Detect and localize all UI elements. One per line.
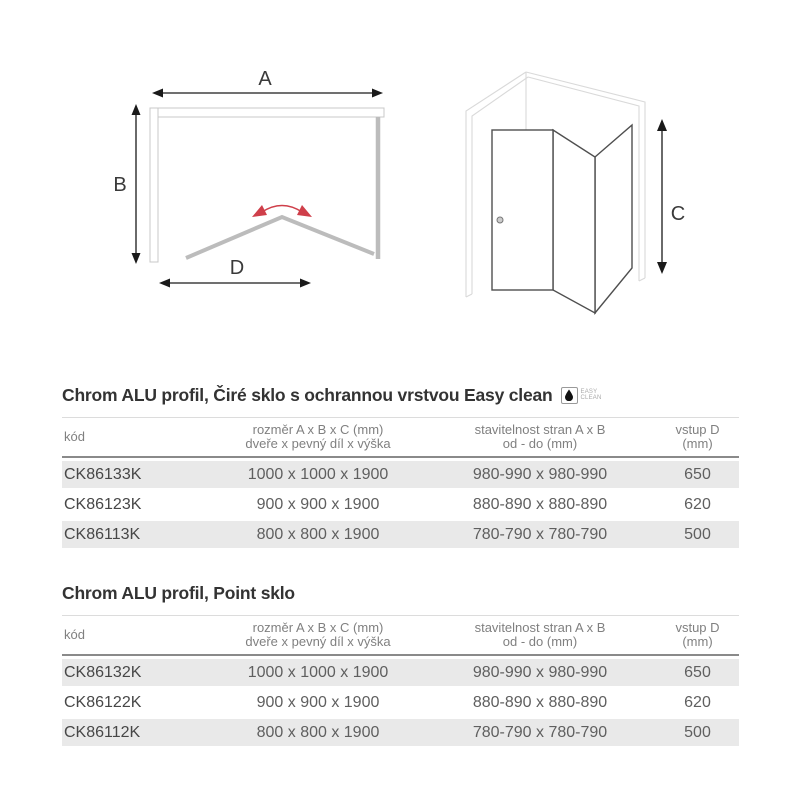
badge-text-line1: EASY — [580, 388, 598, 395]
cell-rozmer: 800 x 800 x 1900 — [256, 525, 380, 543]
header-stavitelnost-line2: od - do (mm) — [502, 634, 578, 649]
cell-stavitelnost: 880-890 x 880-890 — [472, 693, 608, 711]
header-rozmer-line1: rozměr A x B x C (mm) — [252, 620, 384, 635]
header-stavitelnost — [424, 423, 656, 450]
easy-clean-badge-text — [581, 389, 602, 402]
table-row — [62, 719, 739, 746]
arrowhead — [159, 279, 170, 288]
cell-kod: CK86122K — [64, 693, 142, 711]
table-header — [62, 417, 739, 458]
table-row — [62, 521, 739, 548]
header-stavitelnost-line1: stavitelnost stran A x B — [474, 422, 606, 437]
cell-vstup: 650 — [684, 465, 711, 483]
header-kod: kód — [64, 429, 85, 444]
dimension-label-b: B — [113, 174, 127, 196]
header-stavitelnost — [424, 621, 656, 648]
cell-vstup: 620 — [684, 693, 711, 711]
header-vstup-line2: (mm) — [682, 436, 713, 451]
header-rozmer-line2: dveře x pevný díl x výška — [245, 634, 391, 649]
arrowhead — [300, 279, 311, 288]
cell-kod: CK86113K — [64, 525, 141, 543]
table-body — [62, 656, 739, 746]
arrowhead — [372, 89, 383, 98]
table-row — [62, 689, 739, 716]
header-vstup — [656, 621, 739, 648]
top-wall-profile — [150, 108, 384, 117]
left-wall-profile — [150, 108, 158, 262]
section-title-row — [62, 582, 739, 604]
arrowhead — [657, 119, 667, 131]
header-rozmer — [212, 621, 424, 648]
table-header — [62, 615, 739, 656]
door-swing-arrow — [262, 206, 302, 213]
cell-rozmer: 900 x 900 x 1900 — [256, 693, 380, 711]
folding-door-panels — [186, 217, 374, 258]
table-row — [62, 659, 739, 686]
cell-rozmer: 1000 x 1000 x 1900 — [247, 663, 389, 681]
folding-door-3d — [492, 125, 632, 313]
cell-kod: CK86133K — [64, 465, 142, 483]
cell-kod: CK86132K — [64, 663, 142, 681]
swing-arrowhead-left — [252, 205, 267, 217]
cell-stavitelnost: 780-790 x 780-790 — [472, 525, 608, 543]
header-vstup — [656, 423, 739, 450]
section-title-row — [62, 384, 739, 406]
dimension-label-a: A — [258, 68, 272, 90]
spec-table-point — [62, 615, 739, 746]
cell-vstup: 500 — [684, 525, 711, 543]
header-stavitelnost-line2: od - do (mm) — [502, 436, 578, 451]
cell-kod: CK86123K — [64, 495, 142, 513]
section-easy-clean — [62, 384, 739, 551]
perspective-diagram — [445, 50, 705, 325]
header-rozmer — [212, 423, 424, 450]
section-point-sklo — [62, 582, 739, 749]
header-vstup-line1: vstup D — [675, 620, 720, 635]
top-view-diagram — [102, 52, 432, 302]
droplet-icon — [561, 387, 578, 404]
cell-stavitelnost: 980-990 x 980-990 — [472, 465, 608, 483]
cell-rozmer: 1000 x 1000 x 1900 — [247, 465, 389, 483]
table-row — [62, 461, 739, 488]
table-body — [62, 458, 739, 548]
cell-vstup: 500 — [684, 723, 711, 741]
cell-stavitelnost: 980-990 x 980-990 — [472, 663, 608, 681]
dimension-label-d: D — [229, 257, 245, 279]
arrowhead — [657, 262, 667, 274]
cell-rozmer: 800 x 800 x 1900 — [256, 723, 380, 741]
door-handle — [497, 217, 503, 223]
arrowhead — [132, 253, 141, 264]
easy-clean-badge — [561, 387, 602, 404]
header-rozmer-line2: dveře x pevný díl x výška — [245, 436, 391, 451]
cell-kod: CK86112K — [64, 723, 141, 741]
cell-vstup: 650 — [684, 663, 711, 681]
badge-text-line2: CLEAN — [580, 395, 602, 401]
front-door-panel — [492, 130, 553, 290]
header-rozmer-line1: rozměr A x B x C (mm) — [252, 422, 384, 437]
cell-vstup: 620 — [684, 495, 711, 513]
table-row — [62, 491, 739, 518]
header-vstup-line2: (mm) — [682, 634, 713, 649]
header-kod: kód — [64, 627, 85, 642]
dimension-label-c: C — [670, 203, 686, 225]
cell-stavitelnost: 780-790 x 780-790 — [472, 723, 608, 741]
side-fixed-panel — [595, 125, 632, 313]
header-vstup-line1: vstup D — [675, 422, 720, 437]
folded-door-panel — [553, 130, 595, 313]
cell-stavitelnost: 880-890 x 880-890 — [472, 495, 608, 513]
section-title: Chrom ALU profil, Point sklo — [62, 582, 295, 603]
section-title: Chrom ALU profil, Čiré sklo s ochrannou vrstvou Easy clean — [62, 384, 553, 405]
spec-table-easy-clean — [62, 417, 739, 548]
arrowhead — [152, 89, 163, 98]
header-stavitelnost-line1: stavitelnost stran A x B — [474, 620, 606, 635]
arrowhead — [132, 104, 141, 115]
cell-rozmer: 900 x 900 x 1900 — [256, 495, 380, 513]
swing-arrowhead-right — [297, 205, 312, 217]
